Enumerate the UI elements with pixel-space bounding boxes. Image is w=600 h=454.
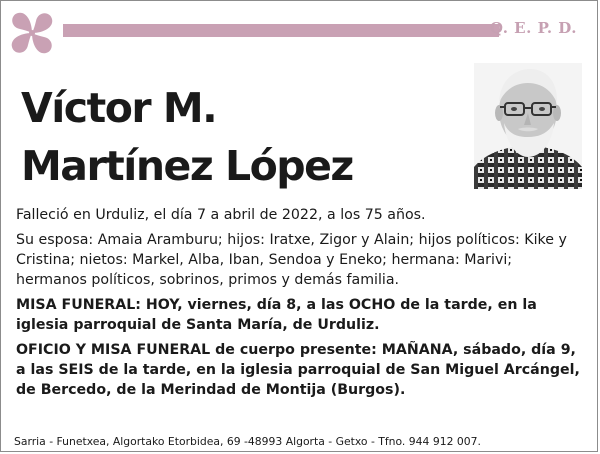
- qepd-badge: Q. E. P. D.: [489, 19, 577, 37]
- death-notice: Falleció en Urduliz, el día 7 a abril de 2022, a los 75 años.: [16, 207, 426, 223]
- deceased-name: [21, 79, 353, 195]
- name-line-1: Víctor M.: [21, 84, 217, 132]
- funeral-mass: MISA FUNERAL: HOY, viernes, día 8, a las OCHO de la tarde, en la iglesia parroquial de Santa María, de Urduliz.: [16, 297, 537, 333]
- announcement-body: [16, 205, 584, 405]
- office-mass: OFICIO Y MISA FUNERAL de cuerpo presente: MAÑANA, sábado, día 9, a las SEIS de la tarde, en la iglesia parroquial de San Miguel Arcángel, de Bercedo, de la Merindad de Montija (Burgos).: [16, 342, 580, 398]
- lauburu-icon: [6, 7, 58, 59]
- name-line-2: Martínez López: [21, 142, 353, 190]
- family-list: Su esposa: Amaia Aramburu; hijos: Iratxe, Zigor y Alain; hijos políticos: Kike y Cristina; nietos: Markel, Alba, Iban, Sendoa y Eneko; hermana: Marivi; hermanos políticos, sobrinos, primos y demás familia.: [16, 232, 567, 288]
- header-bar: [63, 24, 499, 37]
- funeral-home-footer: Sarria - Funetxea, Algortako Etorbidea, 69 -48993 Algorta - Getxo - Tfno. 944 912 007.: [14, 435, 481, 448]
- portrait-photo: [474, 63, 582, 189]
